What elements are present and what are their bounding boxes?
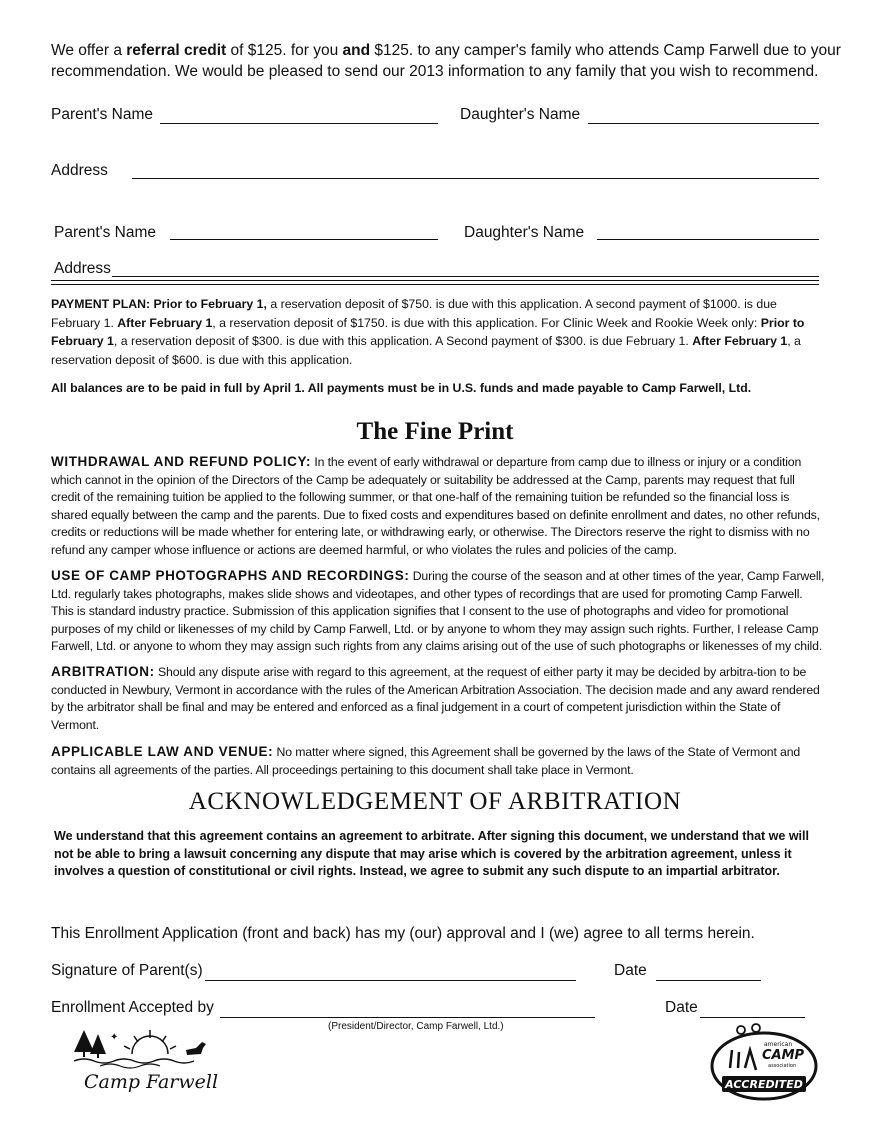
svg-text:american: american bbox=[764, 1041, 793, 1048]
accepted-by-label: Enrollment Accepted by bbox=[51, 999, 214, 1016]
photographs-policy: USE OF CAMP PHOTOGRAPHS AND RECORDINGS: During the course of the season and at other times of the year, Camp Farwell, Ltd. regularly takes photographs, makes slide shows and videotapes, and other types of recordings that are used for promoting Camp Farwell. This is standard industry practice. Submission of this application signifies that I consent to the use of photographs and video for promotional purposes of my child or likenesses of my child by Camp Farwell, Ltd. or by anyone to whom they may assign such rights. Further, I release Camp Farwell, Ltd. or anyone to whom they may assign such rights from any claims arising out of the use of such photographs or likenesses of my child. bbox=[51, 568, 825, 653]
svg-text:association: association bbox=[768, 1063, 797, 1069]
svg-text:Camp Farwell: Camp Farwell bbox=[84, 1071, 219, 1093]
referral-intro: We offer a referral credit of $125. for you and $125. to any camper's family who attends Camp Farwell due to your recommendation. We would be pleased to send our 2013 information to any family that you wish to recommend. bbox=[51, 42, 841, 80]
date-field-1[interactable] bbox=[656, 980, 761, 981]
acknowledgement-body: We understand that this agreement contains an agreement to arbitrate. After signing this document, we understand that we will not be able to bring a lawsuit concerning any dispute that may arise which is covered by the arbitration agreement, unless it involves a question of constitutional or civil rights. Instead, we agree to submit any such dispute to an impartial arbitrator. bbox=[54, 829, 809, 878]
section-divider bbox=[51, 280, 819, 285]
aca-seal-icon bbox=[708, 1022, 820, 1102]
signature-label: Signature of Parent(s) bbox=[51, 962, 203, 979]
approval-statement: This Enrollment Application (front and back) has my (our) approval and I (we) agree to all terms herein. bbox=[51, 925, 755, 942]
fine-print-title: The Fine Print bbox=[356, 418, 514, 445]
parent-name-field-1[interactable] bbox=[160, 123, 438, 124]
signature-field[interactable] bbox=[205, 980, 576, 981]
payment-plan: PAYMENT PLAN: Prior to February 1, a reservation deposit of $750. is due with this application. A second payment of $1000. is due February 1. After February 1, a reservation deposit of $1750. is due with this application. For Clinic Week and Rookie Week only: Prior to February 1, a reservation deposit of $300. is due with this application. A Second payment of $300. is due February 1. After February 1, a reservation deposit of $600. is due with this application. bbox=[51, 297, 805, 367]
president-caption: (President/Director, Camp Farwell, Ltd.) bbox=[328, 1021, 504, 1032]
address-label-2: Address bbox=[54, 260, 111, 277]
aca-accredited-seal bbox=[708, 1022, 820, 1102]
applicable-law: APPLICABLE LAW AND VENUE: No matter where signed, this Agreement shall be governed by the laws of the State of Vermont and contains all agreements of the parties. All proceedings pertaining to this document shall take place in Vermont. bbox=[51, 744, 801, 777]
date-label-1: Date bbox=[614, 962, 647, 979]
camp-farwell-logo bbox=[70, 1028, 220, 1096]
svg-text:CAMP: CAMP bbox=[762, 1048, 805, 1063]
address-field-1[interactable] bbox=[132, 178, 819, 179]
daughter-name-label-2: Daughter's Name bbox=[464, 224, 585, 241]
parent-name-label-1: Parent's Name bbox=[51, 106, 154, 123]
camp-farwell-logo-icon bbox=[70, 1028, 220, 1096]
daughter-name-label-1: Daughter's Name bbox=[460, 106, 581, 123]
daughter-name-field-1[interactable] bbox=[588, 123, 819, 124]
date-label-2: Date bbox=[665, 999, 698, 1016]
accepted-by-field[interactable] bbox=[220, 1017, 595, 1018]
svg-text:✦: ✦ bbox=[110, 1032, 119, 1043]
daughter-name-field-2[interactable] bbox=[597, 239, 819, 240]
parent-name-field-2[interactable] bbox=[170, 239, 438, 240]
parent-name-label-2: Parent's Name bbox=[54, 224, 157, 241]
svg-text:ACCREDITED: ACCREDITED bbox=[725, 1078, 803, 1091]
arbitration-policy: ARBITRATION: Should any dispute arise with regard to this agreement, at the request of either party it may be decided by arbitra-tion to be conducted in Newbury, Vermont in accordance with the rules of the American Arbitration Association. The decision made and any award rendered by the arbitrator shall be final and may be entered and enforced as a final judgement in a court of competent jurisdiction within the State of Vermont. bbox=[51, 664, 820, 732]
date-field-2[interactable] bbox=[700, 1017, 805, 1018]
balances-notice: All balances are to be paid in full by April 1. All payments must be in U.S. funds and made payable to Camp Farwell, Ltd. bbox=[51, 381, 752, 395]
acknowledgement-title: ACKNOWLEDGEMENT OF ARBITRATION bbox=[188, 788, 682, 815]
withdrawal-policy: WITHDRAWAL AND REFUND POLICY: In the event of early withdrawal or departure from camp due to illness or injury or a condition which cannot in the opinion of the Directors of the Camp be adequately or suitability be addressed at the Camp, parents may request that full credit of the remaining tuition be applied to the following summer, or that one-half of the remaining tuition be refunded so the financial loss is shared equally between the camp and the parents. Due to fixed costs and expenditures based on definite enrollment and dates, no other refunds, credits or reductions will be made whether for entering late, or withdrawing early, or otherwise. The Directors reserve the right to dismiss with no refund any camper whose influence or actions are deemed harmful, or who violates the rules and policies of the camp. bbox=[51, 454, 820, 557]
address-label-1: Address bbox=[51, 162, 108, 179]
address-field-2[interactable] bbox=[112, 276, 819, 277]
